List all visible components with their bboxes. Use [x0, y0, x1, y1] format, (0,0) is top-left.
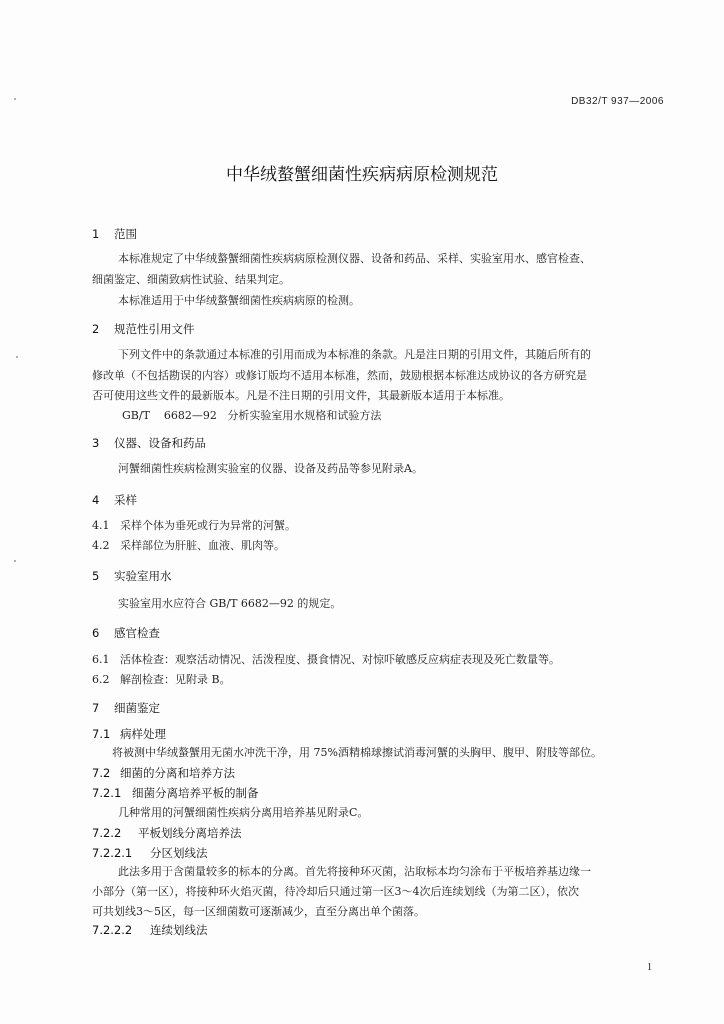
- section-6-heading: [92, 625, 160, 641]
- section-title: 采样: [114, 493, 137, 507]
- paragraph-line: 否可使用这些文件的最新版本。凡是不注日期的引用文件，其最新版本适用于本标准。: [92, 389, 510, 402]
- section-5-heading: [92, 568, 172, 584]
- page-number: 1: [647, 962, 652, 973]
- subsection-number: 7.2: [92, 766, 111, 780]
- paragraph-line: 本标准适用于中华绒螯蟹细菌性疾病病原的检测。: [118, 294, 360, 307]
- list-item: [92, 516, 296, 535]
- paragraph-line: 细菌鉴定、细菌致病性试验、结果判定。: [92, 273, 290, 286]
- section-title: 范围: [114, 227, 137, 241]
- section-title: 感官检查: [114, 626, 160, 640]
- subsection-number: 7.2.1: [92, 786, 122, 800]
- paragraph-line: 小部分（第一区），将接种环火焰灭菌，待冷却后只通过第一区3～4次后连续划线（为第二区），依次: [92, 885, 579, 898]
- list-item: [92, 670, 231, 689]
- item-text: 采样个体为垂死或行为异常的河蟹。: [120, 519, 296, 532]
- paragraph-line: 修改单（不包括勘误的内容）或修订版均不适用本标准，然而，鼓励根据本标准达成协议的各方研究是: [92, 369, 587, 382]
- paragraph-line: 可共划线3～5区，每一区细菌数可逐渐减少，直至分离出单个菌落。: [92, 905, 425, 918]
- section-number: 1: [92, 227, 100, 241]
- subsection-number: 7.1: [92, 727, 111, 741]
- section-2-heading: [92, 321, 195, 337]
- scan-speck: [16, 356, 18, 358]
- section-number: 4: [92, 493, 100, 507]
- paragraph-line: 河蟹细菌性疾病检测实验室的仪器、设备及药品等参见附录A。: [118, 462, 423, 475]
- subsection-title: 病样处理: [120, 727, 166, 741]
- item-text: 活体检查：观察活动情况、活泼程度、摄食情况、对惊吓敏感反应病症表现及死亡数量等。: [120, 653, 560, 666]
- section-4-heading: [92, 492, 137, 508]
- section-3-heading: [92, 435, 206, 451]
- subsection-number: 7.2.2.2: [92, 923, 133, 937]
- item-text: 采样部位为肝脏、血液、肌肉等。: [120, 539, 285, 552]
- subsection-title: 细菌的分离和培养方法: [120, 766, 235, 780]
- subsection-title: 平板划线分离培养法: [138, 826, 242, 840]
- section-number: 6: [92, 626, 100, 640]
- page-title: 中华绒螯蟹细菌性疾病病原检测规范: [226, 165, 498, 185]
- paragraph-line: 下列文件中的条款通过本标准的引用而成为本标准的条款。凡是注日期的引用文件，其随后所有的: [118, 348, 591, 361]
- subsection-number: 7.2.2: [92, 826, 122, 840]
- item-number: 4.1: [92, 519, 110, 532]
- subsection-title: 细菌分离培养平板的制备: [132, 786, 259, 800]
- subsection-title: 连续划线法: [150, 923, 208, 937]
- item-text: 解剖检查：见附录 B。: [120, 673, 231, 686]
- section-title: 细菌鉴定: [114, 701, 160, 715]
- subsection-7-2-1-heading: [92, 785, 259, 801]
- subsection-7-2-2-heading: [92, 825, 242, 841]
- section-title: 规范性引用文件: [114, 322, 195, 336]
- item-number: 4.2: [92, 539, 110, 552]
- scan-speck: [14, 98, 16, 100]
- paragraph-line: 本标准规定了中华绒螯蟹细菌性疾病病原检测仪器、设备和药品、采样、实验室用水、感官检查、: [118, 252, 591, 265]
- list-item: [92, 650, 560, 669]
- subsection-7-1-heading: [92, 726, 166, 742]
- section-title: 仪器、设备和药品: [114, 436, 206, 450]
- subsection-7-2-2-1-heading: [92, 845, 208, 861]
- subsection-7-2-2-2-heading: [92, 922, 208, 938]
- normative-reference: GB/T 6682—92 分析实验室用水规格和试验方法: [122, 409, 382, 422]
- section-title: 实验室用水: [114, 569, 172, 583]
- paragraph-line: 将被测中华绒螯蟹用无菌水冲洗干净，用 75%酒精棉球擦试消毒河蟹的头胸甲、腹甲、附肢等部位。: [112, 746, 602, 759]
- document-number: DB32/T 937—2006: [571, 96, 664, 107]
- item-number: 6.1: [92, 653, 110, 666]
- paragraph-line: 实验室用水应符合 GB/T 6682—92 的规定。: [118, 597, 342, 610]
- subsection-title: 分区划线法: [150, 846, 208, 860]
- paragraph-line: 此法多用于含菌量较多的标本的分离。首先将接种环灭菌，沾取标本均匀涂布于平板培养基边缘一: [118, 865, 591, 878]
- item-number: 6.2: [92, 673, 110, 686]
- list-item: [92, 536, 285, 555]
- section-1-heading: [92, 226, 137, 242]
- section-number: 5: [92, 569, 100, 583]
- paragraph-line: 几种常用的河蟹细菌性疾病分离用培养基见附录C。: [118, 806, 369, 819]
- section-7-heading: [92, 700, 160, 716]
- section-number: 2: [92, 322, 100, 336]
- subsection-number: 7.2.2.1: [92, 846, 133, 860]
- section-number: 7: [92, 701, 100, 715]
- section-number: 3: [92, 436, 100, 450]
- subsection-7-2-heading: [92, 765, 235, 781]
- scan-speck: [14, 560, 16, 562]
